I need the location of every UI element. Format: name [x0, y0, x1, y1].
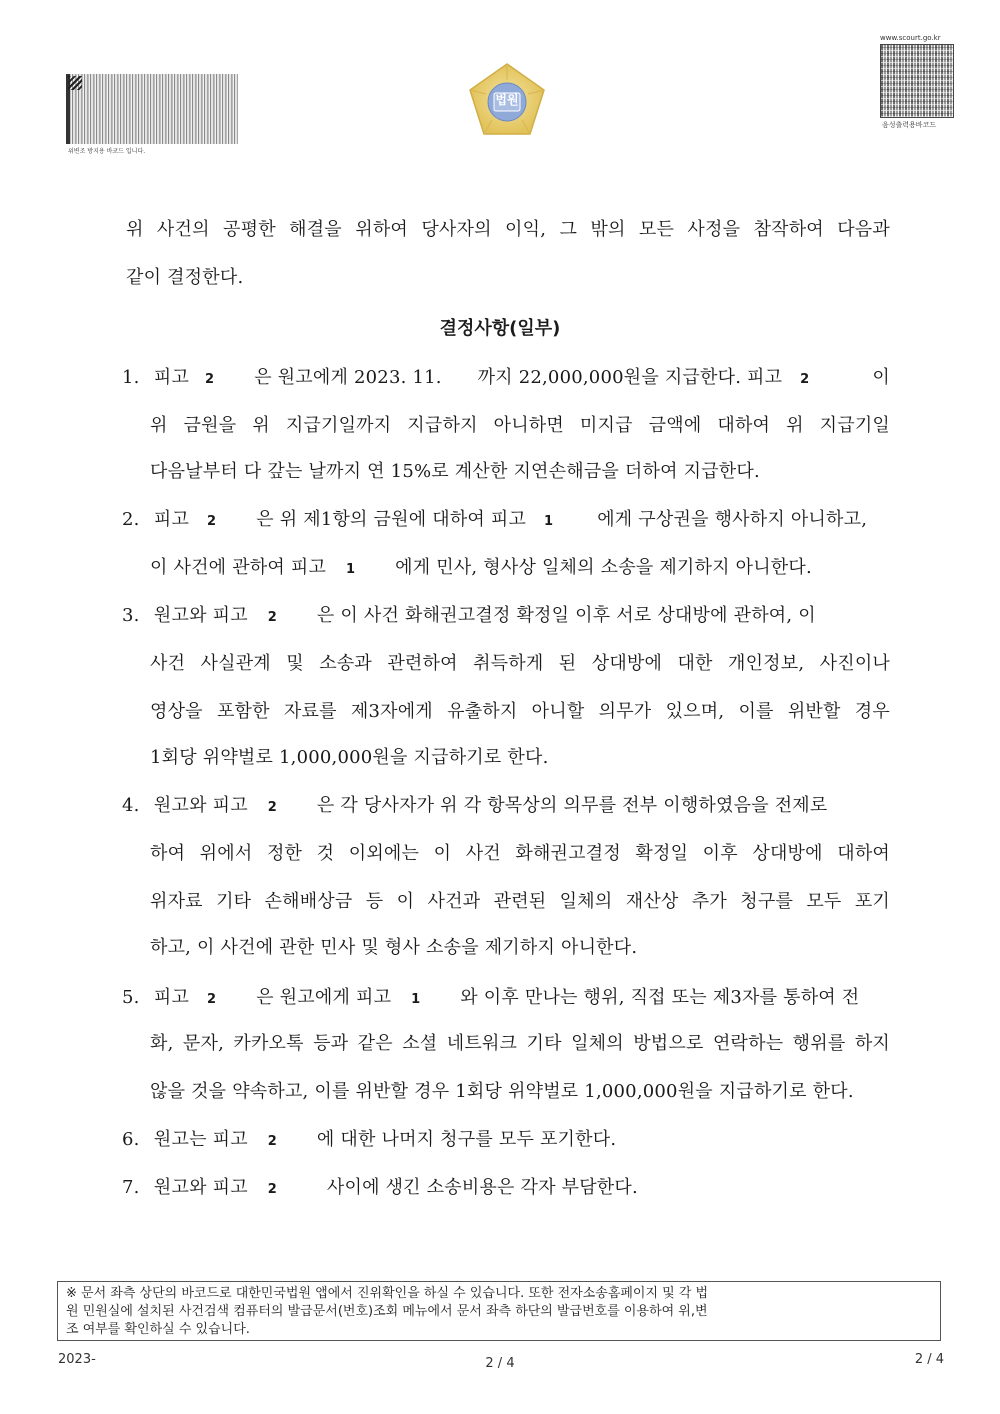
- item-4-line-3: 위자료 기타 손해배상금 등 이 사건과 관련된 일체의 재산상 추가 청구를 모두 포기: [150, 891, 890, 912]
- authenticity-barcode: [66, 74, 234, 155]
- item-4-line-4: 하고, 이 사건에 관한 민사 및 형사 소송을 제기하지 아니한다.: [150, 937, 638, 958]
- item-5-line-2: 화, 문자, 카카오톡 등과 같은 소셜 네트워크 기타 일체의 방법으로 연락하는 행위를 하지: [150, 1033, 890, 1054]
- party-marker: 2: [267, 1182, 277, 1197]
- item-text: 이: [872, 367, 890, 388]
- item-text: 은 원고에게 피고: [256, 987, 392, 1008]
- item-5-line-3: 않을 것을 약속하고, 이를 위반할 경우 1회당 위약벌로 1,000,000원을 지급하기로 한다.: [150, 1081, 854, 1102]
- seal-text: 법원: [495, 93, 519, 107]
- item-1-line-1: [122, 366, 890, 392]
- party-marker: 2: [800, 372, 810, 387]
- intro-line-2: 같이 결정한다.: [126, 267, 244, 288]
- issue-number: 2023-: [58, 1352, 96, 1367]
- barcode-caption: 위변조 방지용 바코드 입니다.: [68, 148, 146, 155]
- item-text: 원고와 피고: [153, 605, 248, 626]
- voice-output-barcode: [870, 34, 960, 134]
- item-2-line-2: [150, 556, 812, 582]
- item-4-line-2: 하여 위에서 정한 것 이외에는 이 사건 화해권고결정 확정일 이후 상대방에 대하여: [150, 843, 890, 864]
- section-heading: 결정사항(일부): [439, 318, 561, 339]
- item-number: 3.: [122, 605, 140, 626]
- item-number: 1.: [122, 367, 140, 388]
- item-number: 6.: [122, 1129, 140, 1150]
- item-1-line-3: 다음날부터 다 갚는 날까지 연 15%로 계산한 지연손해금을 더하여 지급한다.: [150, 461, 760, 482]
- party-marker: 2: [207, 992, 217, 1007]
- item-text: 까지 22,000,000원을 지급한다. 피고: [477, 367, 783, 388]
- party-marker: 2: [267, 800, 277, 815]
- item-text: 에게 민사, 형사상 일체의 소송을 제기하지 아니한다.: [395, 557, 812, 578]
- item-text: 피고: [153, 367, 190, 388]
- page-number-center: 2 / 4: [485, 1356, 515, 1371]
- item-text: 은 원고에게 2023. 11.: [254, 367, 442, 388]
- item-number: 2.: [122, 509, 140, 530]
- intro-line-1: 위 사건의 공평한 해결을 위하여 당사자의 이익, 그 밖의 모든 사정을 참작하여 다음과: [126, 219, 890, 240]
- court-website-url: www.scourt.go.kr: [880, 34, 941, 42]
- item-text: 에게 구상권을 행사하지 아니하고,: [597, 509, 868, 530]
- party-marker: 1: [345, 562, 356, 577]
- item-4-line-1: [122, 794, 890, 820]
- item-3-line-1: [122, 604, 890, 630]
- barcode-image: [66, 74, 238, 144]
- item-2-line-1: [122, 508, 867, 534]
- item-text: 에 대한 나머지 청구를 모두 포기한다.: [316, 1129, 617, 1150]
- item-5-line-1: [122, 986, 890, 1012]
- party-marker: 2: [267, 1134, 277, 1149]
- item-text: 와 이후 만나는 행위, 직접 또는 제3자를 통하여 전: [460, 987, 860, 1008]
- item-text: 은 이 사건 화해권고결정 확정일 이후 서로 상대방에 관하여, 이: [316, 605, 816, 626]
- notice-line-3: 조 여부를 확인하실 수 있습니다.: [66, 1322, 250, 1337]
- item-text: 피고: [153, 987, 190, 1008]
- item-3-line-3: 영상을 포함한 자료를 제3자에게 유출하지 아니할 의무가 있으며, 이를 위반할 경우: [150, 701, 890, 722]
- item-7-line-1: [122, 1176, 638, 1202]
- item-3-line-4: 1회당 위약벌로 1,000,000원을 지급하기로 한다.: [150, 747, 549, 768]
- verification-notice: [57, 1281, 941, 1341]
- item-number: 4.: [122, 795, 140, 816]
- party-marker: 2: [267, 610, 277, 625]
- item-text: 피고: [153, 509, 190, 530]
- item-text: 사이에 생긴 소송비용은 각자 부담한다.: [326, 1177, 638, 1198]
- item-text: 이 사건에 관하여 피고: [150, 557, 327, 578]
- item-number: 7.: [122, 1177, 140, 1198]
- notice-line-2: 원 민원실에 설치된 사건검색 컴퓨터의 발급문서(번호)조회 메뉴에서 문서 좌측 하단의 발급번호를 이용하여 위,변: [66, 1304, 708, 1319]
- item-text: 원고와 피고: [153, 1177, 248, 1198]
- qr-code-image: [880, 44, 954, 118]
- item-text: 원고와 피고: [153, 795, 248, 816]
- item-number: 5.: [122, 987, 140, 1008]
- party-marker: 2: [205, 372, 215, 387]
- item-3-line-2: 사건 사실관계 및 소송과 관련하여 취득하게 된 상대방에 대한 개인정보, 사진이나: [150, 653, 890, 674]
- item-6-line-1: [122, 1128, 616, 1154]
- item-1-line-2: 위 금원을 위 지급기일까지 지급하지 아니하면 미지급 금액에 대하여 위 지급기일: [150, 415, 890, 436]
- party-marker: 1: [544, 514, 554, 529]
- barcode-corner-mark: [68, 76, 82, 90]
- qr-caption: 음성출력용바코드: [882, 121, 937, 129]
- party-marker: 2: [207, 514, 217, 529]
- court-seal-logo: [464, 60, 550, 140]
- item-text: 원고는 피고: [153, 1129, 248, 1150]
- item-text: 은 위 제1항의 금원에 대하여 피고: [256, 509, 527, 530]
- page-number-right: 2 / 4: [914, 1352, 944, 1367]
- item-text: 은 각 당사자가 위 각 항목상의 의무를 전부 이행하였음을 전제로: [316, 795, 828, 816]
- party-marker: 1: [411, 992, 421, 1007]
- notice-line-1: ※ 문서 좌측 상단의 바코드로 대한민국법원 앱에서 진위확인을 하실 수 있습니다. 또한 전자소송홈페이지 및 각 법: [66, 1286, 709, 1301]
